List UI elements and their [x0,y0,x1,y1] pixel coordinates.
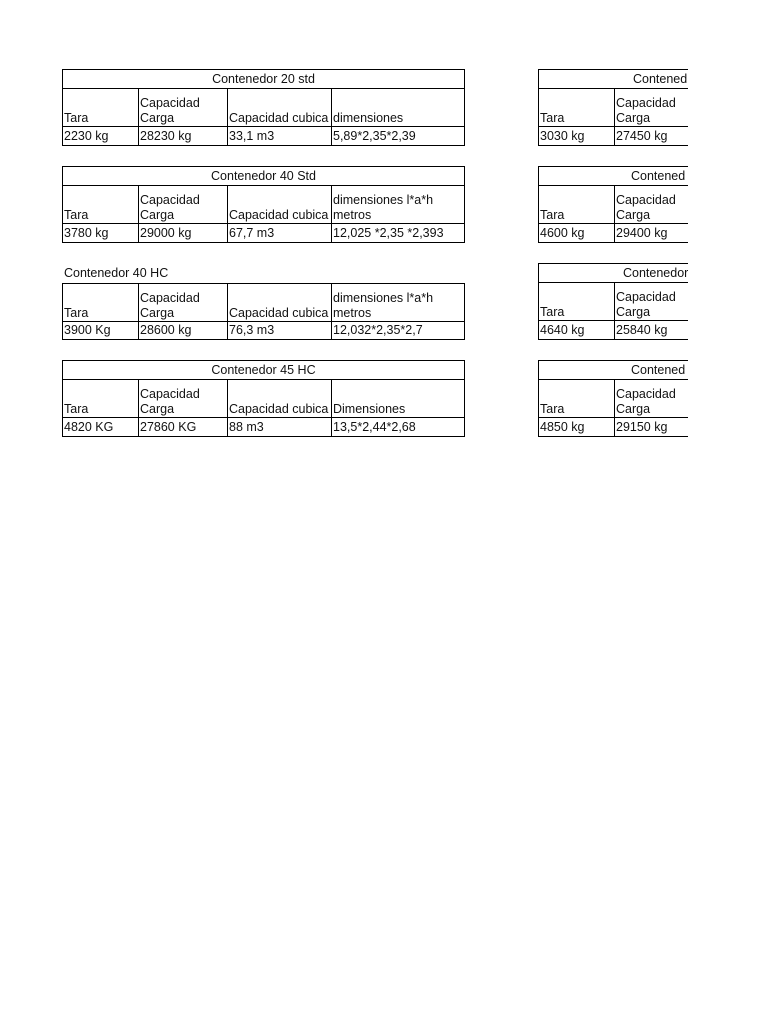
table-row [538,321,688,340]
value-tara: 4600 kg [538,224,614,243]
table-row [62,321,465,340]
header-capacidad-carga: Capacidad Carga [138,186,227,224]
table-title: Contenedor 40 HC [64,265,169,280]
header-tara: Tara [62,380,138,418]
header-capacidad-carga: Capacidad Carga [614,186,688,224]
table-row [538,224,688,243]
table-header-row [62,380,465,418]
value-tara: 3780 kg [62,224,138,243]
header-capacidad-cubica: Capacidad cubica [227,186,331,224]
value-tara: 4640 kg [538,321,614,340]
table-title: Contened [538,360,688,380]
value-capacidad-carga: 28600 kg [138,321,227,340]
header-tara: Tara [62,89,138,127]
right-table-2 [538,166,688,246]
value-capacidad-cubica: 88 m3 [227,418,331,437]
table-row [62,418,465,437]
value-tara: 4850 kg [538,418,614,437]
value-capacidad-cubica: 67,7 m3 [227,224,331,243]
table-header-row [538,89,688,127]
header-capacidad-carga: Capacidad Carga [138,284,227,322]
value-capacidad-carga: 27860 KG [138,418,227,437]
right-table-1 [538,69,688,149]
value-dimensiones: 12,025 *2,35 *2,393 [331,224,465,243]
header-capacidad-cubica: Capacidad cubica [227,284,331,322]
table-title: Contened [538,166,688,186]
header-tara: Tara [538,283,614,321]
value-tara: 3030 kg [538,127,614,146]
value-capacidad-cubica: 33,1 m3 [227,127,331,146]
value-capacidad-carga: 28230 kg [138,127,227,146]
table-header-row [538,186,688,224]
table-header-row [62,283,465,322]
header-capacidad-carga: Capacidad Carga [614,380,688,418]
table-row [62,224,465,243]
header-tara: Tara [62,186,138,224]
header-dimensiones: dimensiones l*a*h metros [331,186,465,224]
table-header-row [538,380,688,418]
header-tara: Tara [62,284,138,322]
table-title: Contenedor 45 HC [62,360,465,380]
table-row [538,418,688,437]
table-header-row [62,89,465,127]
table-title: Contenedor 40 Std [62,166,465,186]
header-dimensiones: dimensiones l*a*h metros [331,284,465,322]
table-header-row [538,283,688,321]
value-capacidad-carga: 25840 kg [614,321,688,340]
table-contenedor-40-hc [62,263,465,343]
table-contenedor-40-std [62,166,465,246]
value-capacidad-carga: 29000 kg [138,224,227,243]
value-dimensiones: 12,032*2,35*2,7 [331,321,465,340]
value-dimensiones: 13,5*2,44*2,68 [331,418,465,437]
right-table-4 [538,360,688,440]
table-title: Contenedor 20 std [62,69,465,89]
header-dimensiones: dimensiones [331,89,465,127]
header-tara: Tara [538,380,614,418]
value-capacidad-carga: 29150 kg [614,418,688,437]
table-contenedor-45-hc [62,360,465,440]
table-title: Contened [538,69,688,89]
table-row [62,127,465,146]
value-dimensiones: 5,89*2,35*2,39 [331,127,465,146]
header-tara: Tara [538,186,614,224]
header-tara: Tara [538,89,614,127]
right-table-3 [538,263,688,343]
value-capacidad-carga: 29400 kg [614,224,688,243]
value-capacidad-carga: 27450 kg [614,127,688,146]
value-tara: 4820 KG [62,418,138,437]
header-capacidad-carga: Capacidad Carga [614,89,688,127]
header-capacidad-cubica: Capacidad cubica [227,89,331,127]
table-title: Contenedor [538,263,688,283]
header-capacidad-carga: Capacidad Carga [614,283,688,321]
header-capacidad-carga: Capacidad Carga [138,380,227,418]
table-row [538,127,688,146]
value-capacidad-cubica: 76,3 m3 [227,321,331,340]
header-capacidad-cubica: Capacidad cubica [227,380,331,418]
table-header-row [62,186,465,224]
header-dimensiones: Dimensiones [331,380,465,418]
value-tara: 3900 Kg [62,321,138,340]
table-contenedor-20-std [62,69,465,149]
value-tara: 2230 kg [62,127,138,146]
header-capacidad-carga: Capacidad Carga [138,89,227,127]
